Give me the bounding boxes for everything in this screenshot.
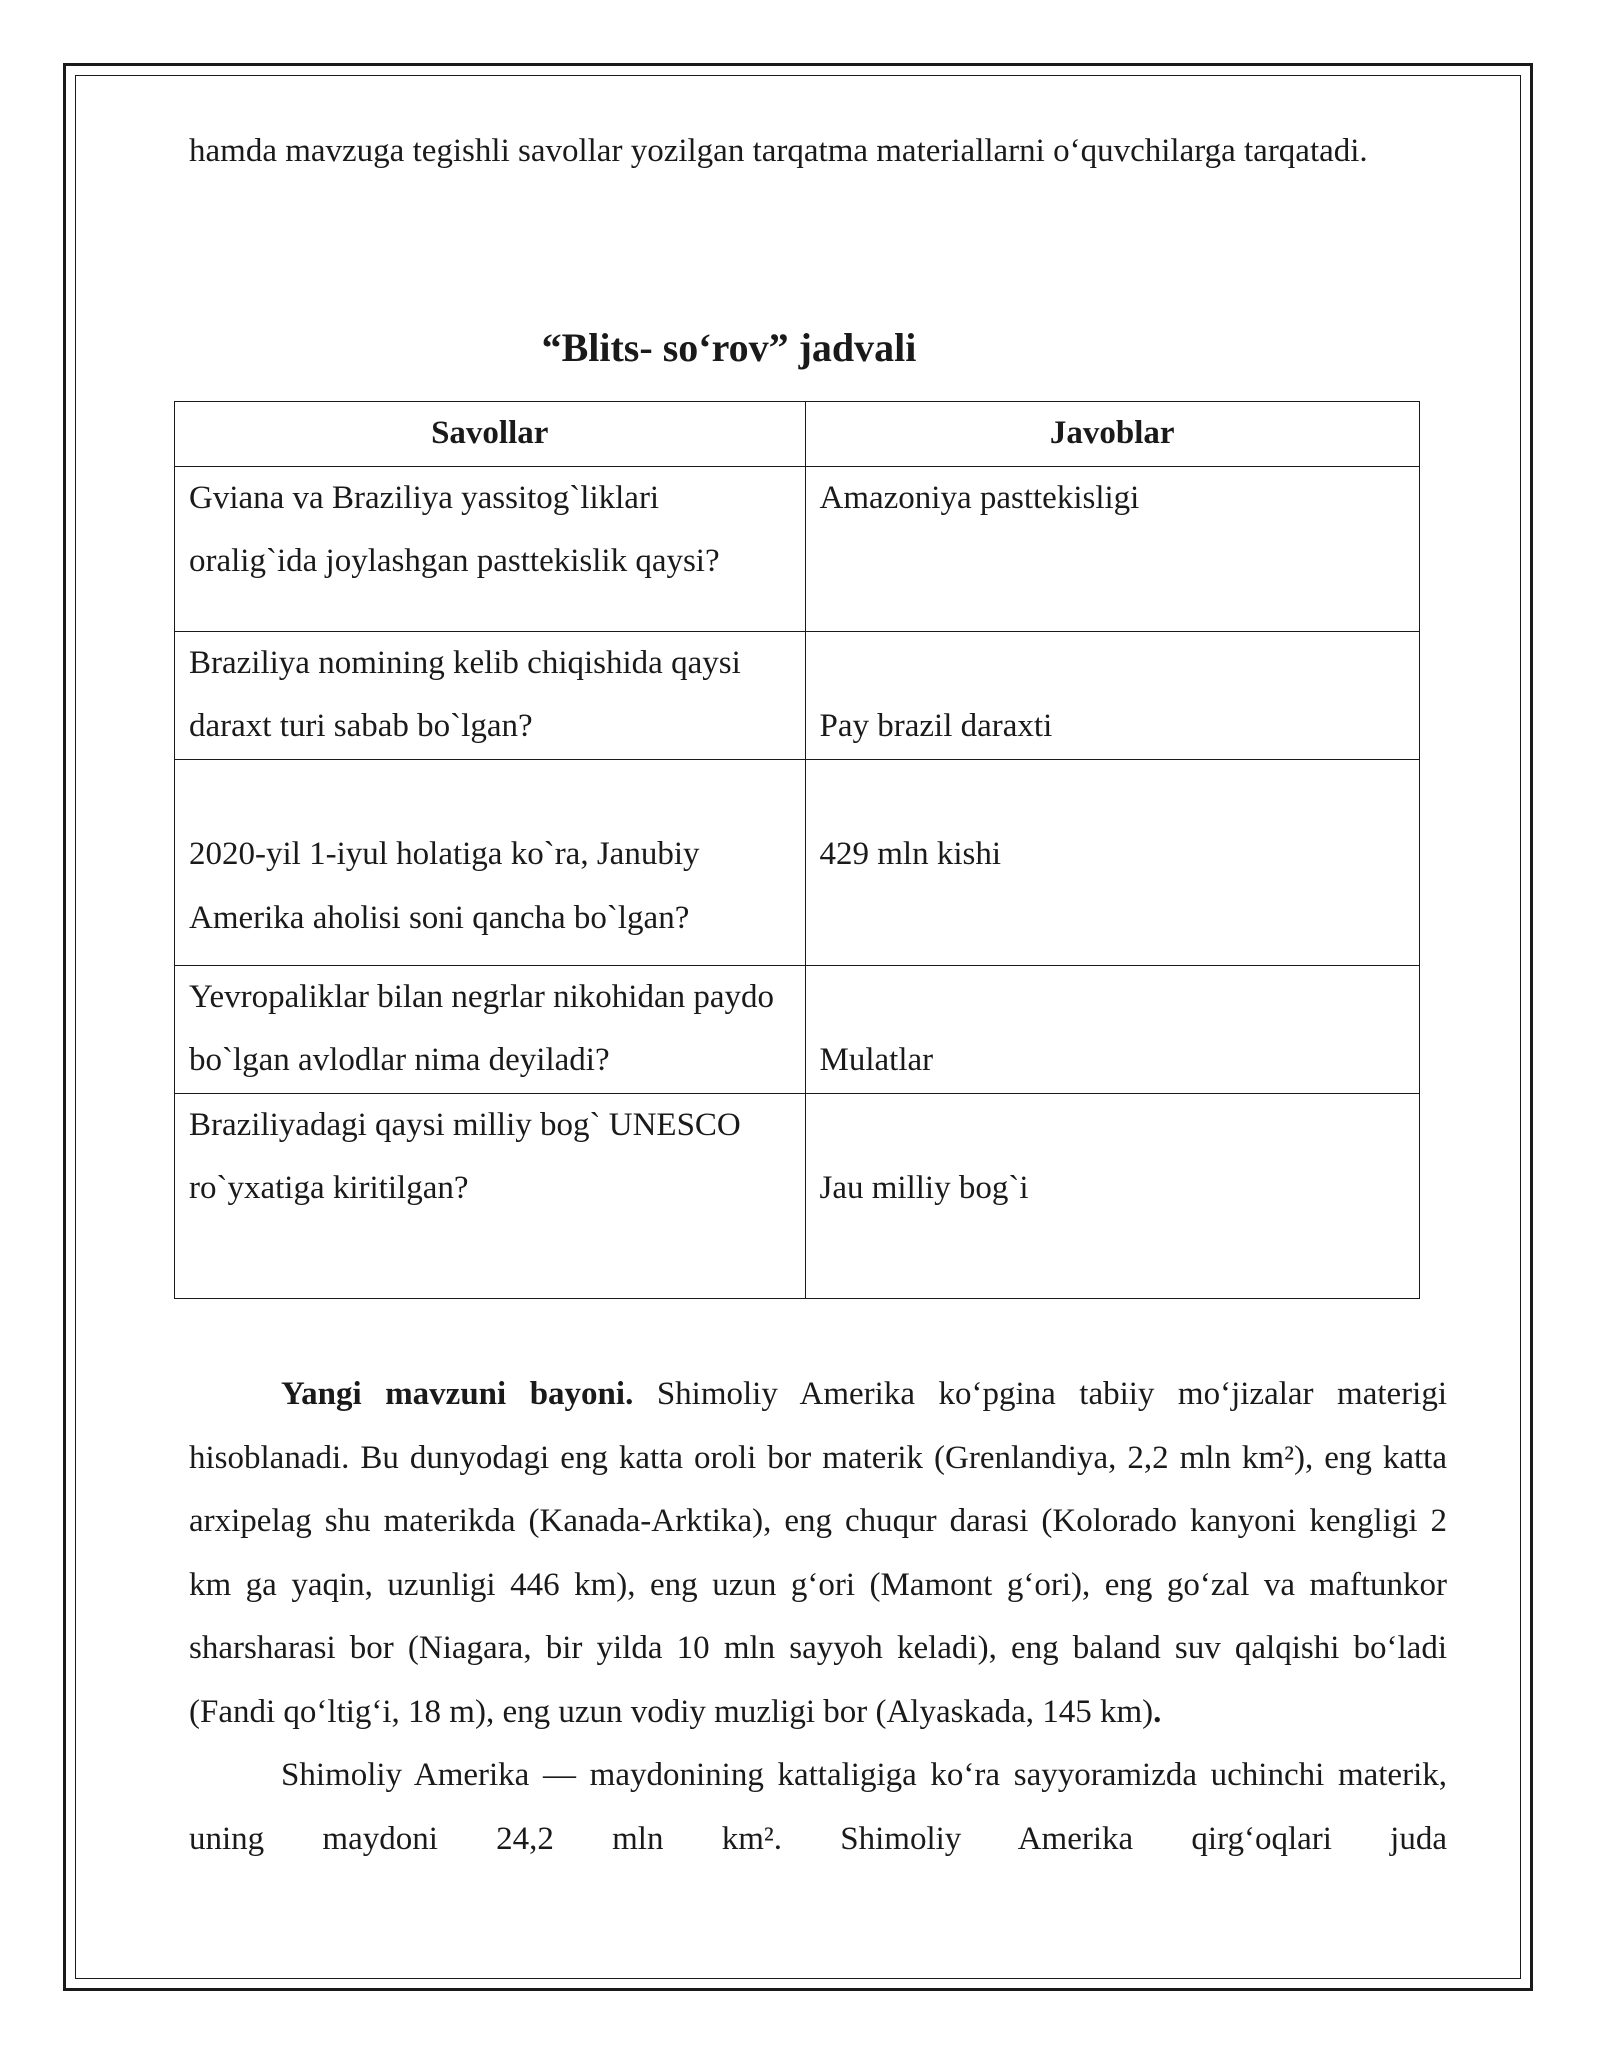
table-title: “Blits- so‘rov” jadvali bbox=[541, 325, 917, 370]
lesson-body bbox=[189, 1363, 1447, 1871]
header-questions: Savollar bbox=[175, 402, 806, 467]
table-row bbox=[175, 1093, 1420, 1298]
table-row bbox=[175, 631, 1420, 759]
answer-cell: Amazoniya pasttekisligi bbox=[805, 466, 1420, 631]
blits-table bbox=[174, 401, 1420, 1299]
answer-cell: 429 mln kishi bbox=[805, 759, 1420, 965]
answer-cell bbox=[805, 1093, 1420, 1298]
paragraph-lead: Yangi mavzuni bayoni. bbox=[281, 1376, 634, 1412]
question-cell: 2020-yil 1-iyul holatiga ko`ra, Janubiy Amerika aholisi soni qancha bo`lgan? bbox=[175, 759, 806, 965]
table-row bbox=[175, 965, 1420, 1093]
table-header-row bbox=[175, 402, 1420, 467]
paragraph-north-america: Shimoliy Amerika — maydonining kattaligiga ko‘ra sayyoramizda uchinchi materik, uning maydoni 24,2 mln km². Shimoliy Amerika qirg‘oqlari juda bbox=[189, 1757, 1447, 1857]
answer-cell: Pay brazil daraxti bbox=[805, 631, 1420, 759]
answer-text: Jau milliy bog`i bbox=[819, 1170, 1029, 1206]
paragraph-new-topic bbox=[189, 1363, 1447, 1744]
question-cell: Gviana va Braziliya yassitog`liklari oralig`ida joylashgan pasttekislik qaysi? bbox=[175, 466, 806, 631]
question-cell: Braziliyadagi qaysi milliy bog` UNESCO ro`yxatiga kiritilgan? bbox=[175, 1093, 806, 1298]
answer-cell: Mulatlar bbox=[805, 965, 1420, 1093]
intro-block bbox=[189, 120, 1447, 184]
question-cell: Braziliya nomining kelib chiqishida qaysi daraxt turi sabab bo`lgan? bbox=[175, 631, 806, 759]
paragraph-end: . bbox=[1153, 1693, 1162, 1730]
intro-paragraph: hamda mavzuga tegishli savollar yozilgan tarqatma materiallarni o‘quvchilarga tarqatadi. bbox=[189, 133, 1368, 169]
question-cell: Yevropaliklar bilan negrlar nikohidan paydo bo`lgan avlodlar nima deyiladi? bbox=[175, 965, 806, 1093]
table-row bbox=[175, 466, 1420, 631]
paragraph-text: Shimoliy Amerika ko‘pgina tabiiy mo‘jizalar materigi hisoblanadi. Bu dunyodagi eng katta oroli bor materik (Grenlandiya, 2,2 mln km²), eng katta arxipelag shu materikda (Kanada-Arktika), eng chuqur darasi (Kolorado kanyoni kengligi 2 km ga yaqin, uzunligi 446 km), eng uzun g‘ori (Mamont g‘ori), eng go‘zal va maftunkor sharsharasi bor (Niagara, bir yilda 10 mln sayyoh keladi), eng baland suv qalqishi bo‘ladi (Fandi qo‘ltig‘i, 18 m), eng uzun vodiy muzligi bor (Alyaskada, 145 km) bbox=[189, 1376, 1447, 1730]
header-answers: Javoblar bbox=[805, 402, 1420, 467]
table-row bbox=[175, 759, 1420, 965]
